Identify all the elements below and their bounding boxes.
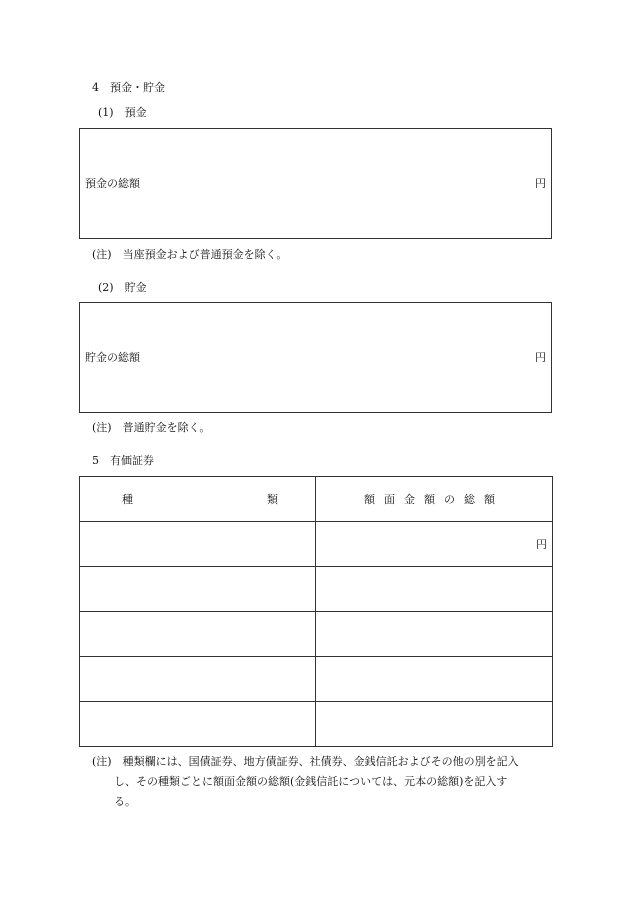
type-column-header (80, 477, 316, 522)
deposit-total-box (79, 128, 552, 239)
type-cell (80, 567, 316, 612)
savings-subheading: (2) 貯金 (98, 281, 147, 294)
type-cell (80, 702, 316, 747)
table-row (80, 657, 553, 702)
face-value-cell (316, 612, 553, 657)
section-4-heading: 4 預金・貯金 (92, 81, 165, 94)
deposit-subheading: (1) 預金 (98, 106, 147, 119)
savings-note: (注) 普通貯金を除く。 (92, 421, 211, 434)
table-row (80, 522, 553, 567)
type-header-char-1: 種 (122, 493, 133, 506)
savings-yen-unit: 円 (535, 351, 546, 364)
savings-total-label: 貯金の総額 (85, 351, 140, 364)
face-value-cell (316, 657, 553, 702)
section-5-heading: 5 有価証券 (92, 454, 154, 467)
type-cell (80, 612, 316, 657)
securities-note (92, 752, 554, 812)
face-value-cell (316, 522, 553, 567)
deposit-note: (注) 当座預金および普通預金を除く。 (92, 248, 288, 261)
table-row (80, 612, 553, 657)
face-value-cell (316, 567, 553, 612)
securities-note-line-1: (注) 種類欄には、国債証券、地方債証券、社債券、金銭信託およびその他の別を記入 (92, 755, 519, 768)
type-header-char-2: 類 (267, 493, 278, 506)
deposit-yen-unit: 円 (535, 177, 546, 190)
securities-note-line-3: る。 (114, 795, 136, 808)
securities-table (79, 476, 553, 747)
face-value-column-header: 額面金額の総額 (316, 477, 553, 522)
table-row (80, 567, 553, 612)
type-cell (80, 522, 316, 567)
yen-unit: 円 (536, 538, 547, 551)
savings-total-box (79, 302, 552, 413)
table-header-row (80, 477, 553, 522)
face-value-cell (316, 702, 553, 747)
type-cell (80, 657, 316, 702)
deposit-total-label: 預金の総額 (85, 177, 140, 190)
table-row (80, 702, 553, 747)
securities-note-line-2: し、その種類ごとに額面金額の総額(金銭信託については、元本の総額)を記入す (114, 775, 508, 788)
